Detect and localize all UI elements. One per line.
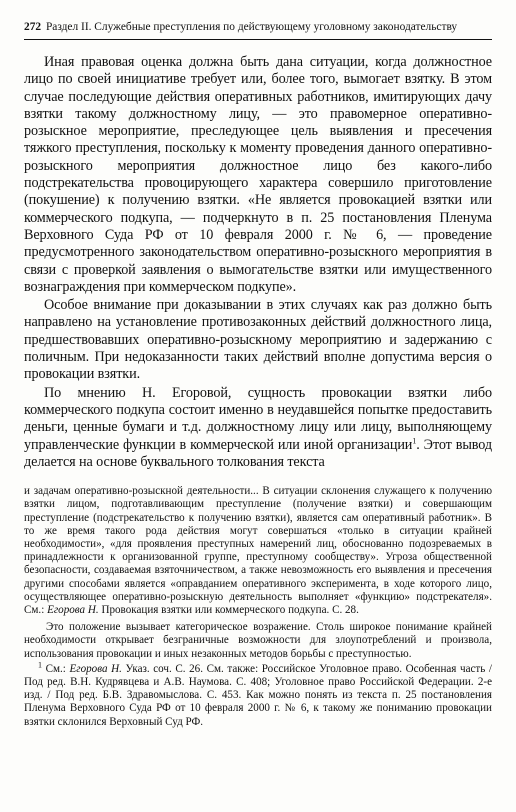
footnote-marker: 1 — [412, 435, 417, 445]
footnote-1-author: Егорова Н. — [69, 662, 122, 675]
footnote-continuation — [24, 485, 492, 617]
page-number: 272 — [24, 21, 42, 33]
footnotes — [24, 485, 492, 729]
running-header — [24, 20, 492, 40]
footnote-objection: Это положение вызывает категорическое возражение. Столь широкое понимание крайней необходимости открывает безграничные возможности для злоупотреблений и произвола, использования провокации и иных незаконных методов борьбы с преступностью. — [24, 621, 492, 660]
footnote-1-marker: 1 — [38, 660, 42, 670]
paragraph-1: Иная правовая оценка должна быть дана ситуации, когда должностное лицо по своей инициативе требует или, более того, вымогает взятку. В этом случае последующие действия оперативных работников, имитирующих дачу взятки такому должностному лицу, — это правомерное оперативно-розыскное мероприятие, преследующее цель выявления и пресечения тяжкого преступления, поскольку к моменту проведения данного оперативно-розыскного мероприятия должностное лицо без какого-либо подстрекательства провоцирующего характера совершило приготовление (покушение) к получению взятки. «Не является провокацией взятки или коммерческого подкупа, — подчеркнуто в п. 25 постановления Пленума Верховного Суда РФ от 10 февраля 2000 г. № 6, — проведение предусмотренного законодательством оперативно-розыскного мероприятия в связи с проверкой заявления о вымогательстве взятки или имущественного вознаграждения при коммерческом подкупе». — [24, 54, 492, 295]
footnote-1-prefix: См.: — [45, 662, 66, 675]
footnote-continuation-author: Егорова Н. — [47, 603, 99, 616]
paragraph-3-text: По мнению Н. Егоровой, сущность провокации взятки либо коммерческого подкупа состоит именно в неудавшейся попытке предоставить деньги, ценные бумаги и т.д. должностному лицу или лицу, выполняющему управленческие функции в коммерческой или иной организации — [24, 384, 492, 453]
paragraph-3: По мнению Н. Егоровой, сущность провокации взятки либо коммерческого подкупа состоит именно в неудавшейся попытке предоставить деньги, ценные бумаги и т.д. должностному лицу или лицу, выполняющему управленческие функции в коммерческой или иной организации$^1$. Этот вывод делается на основе буквального толкования текста — [24, 384, 492, 470]
paragraph-2: Особое внимание при доказывании в этих случаях как раз должно быть направлено на установление противозаконных действий должностного лица, предшествовавших оперативно-розыскному мероприятию и задержанию с поличным. При недоказанности таких действий вполне допустима версия о провокации взятки. — [24, 297, 492, 383]
footnote-continuation-tail: Провокация взятки или коммерческого подкупа. С. 28. — [101, 603, 359, 616]
running-title: Раздел II. Служебные преступления по действующему уголовному законодательству — [45, 21, 458, 33]
footnote-1-text: Указ. соч. С. 26. См. также: Российское Уголовное право. Особенная часть / Под ред. В.Н. Кудрявцева и А.В. Наумова. С. 408; Уголовное право Российской Федерации. 2-е изд. / Под ред. Б.В. Здравомыслова. С. 453. Как можно понять из текста п. 25 постановления Пленума Верховного Суда РФ от 10 февраля 2000 г. № 6, к такому же пониманию провокации взятки склонился Верховный Суд РФ. — [24, 662, 492, 728]
main-text — [24, 54, 492, 471]
footnote-1 — [24, 660, 492, 729]
paragraph-3-tail: Этот вывод делается на основе буквального толкования текста — [24, 436, 492, 470]
footnote-continuation-text: и задачам оперативно-розыскной деятельности... В ситуации склонения служащего к получению взятки лицом, подготавливающим преступление (получение взятки) и совершающим преступление (подстрекательство к получению взятки), является сам оперативный работник». В то же время такого рода действия могут совершаться «только в ситуации крайней необходимости», «для проявления преступных намерений лиц, обоснованно подозреваемых в принадлежности к организованной группе, преступному сообществу». Угроза общественной безопасности, создаваемая взяточничеством, а также невозможность его выявления и пресечения другими способами является «оправданием оперативного эксперимента, в ходе которого лицо, осуществляющее оперативно-розыскную деятельность выполняет «функцию» подстрекателя». См.: — [24, 485, 492, 616]
